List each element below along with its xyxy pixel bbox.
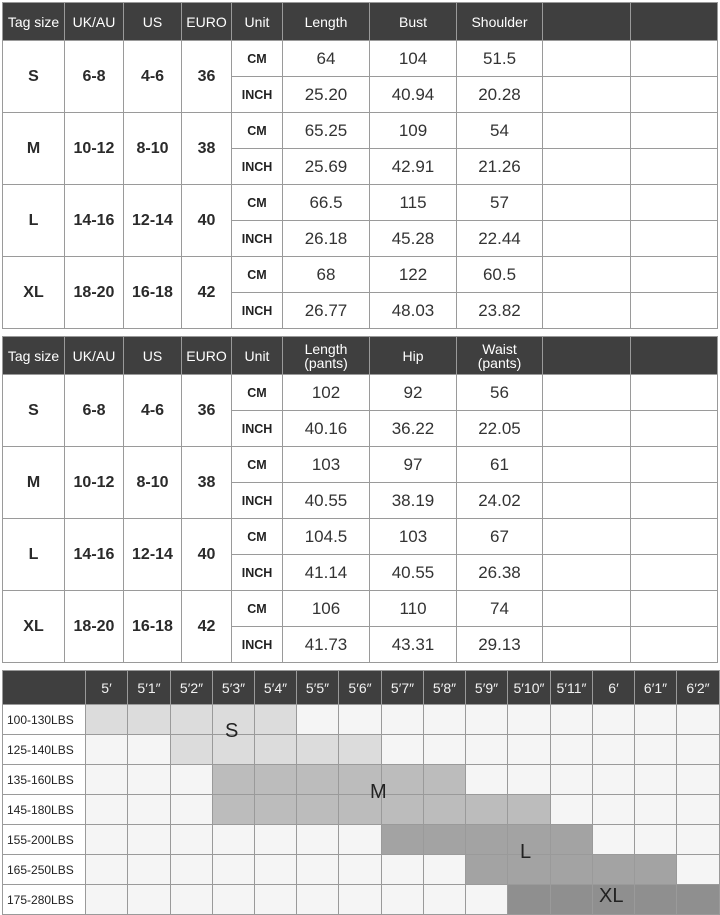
size-zone-cell (508, 735, 551, 765)
header-unit: Unit (232, 3, 283, 41)
length-pants-inch-value: 41.73 (283, 627, 370, 663)
height-header-cell: 5′4″ (255, 671, 297, 705)
length-pants-cm-value: 104.5 (283, 519, 370, 555)
hip-inch-value: 43.31 (370, 627, 457, 663)
top-header-row (3, 3, 718, 41)
header-euro: EURO (182, 3, 232, 41)
empty-cell (543, 185, 631, 221)
empty-cell (543, 221, 631, 257)
length-inch-value: 25.69 (283, 149, 370, 185)
size-zone-cell (213, 885, 255, 915)
size-zone-cell (424, 795, 466, 825)
size-zone-cell (635, 885, 677, 915)
size-zone-cell (297, 885, 339, 915)
size-zone-cell (593, 735, 635, 765)
waist-pants-inch-value: 24.02 (457, 483, 543, 519)
size-zone-cell (551, 795, 593, 825)
size-zone-cell (339, 825, 382, 855)
weight-row (3, 795, 720, 825)
height-header-cell: 5′5″ (297, 671, 339, 705)
header-empty-2 (631, 337, 718, 375)
us-cell: 4-6 (124, 41, 182, 113)
bust-inch-value: 40.94 (370, 77, 457, 113)
zone-label-l: L (520, 841, 532, 863)
uk-au-cell: 6-8 (65, 375, 124, 447)
bottom-size-table (2, 336, 718, 663)
size-row-cm (3, 375, 718, 411)
uk-au-cell: 10-12 (65, 447, 124, 519)
length-pants-cm-value: 103 (283, 447, 370, 483)
empty-cell (543, 483, 631, 519)
uk-au-cell: 18-20 (65, 257, 124, 329)
empty-cell (631, 627, 718, 663)
size-zone-cell (213, 825, 255, 855)
tag-size-cell: S (3, 41, 65, 113)
bust-cm-value: 122 (370, 257, 457, 293)
size-zone-cell (128, 795, 171, 825)
length-inch-value: 26.18 (283, 221, 370, 257)
size-zone-cell (255, 765, 297, 795)
empty-cell (631, 149, 718, 185)
waist-pants-cm-value: 67 (457, 519, 543, 555)
size-zone-cell (551, 765, 593, 795)
size-zone-cell (255, 795, 297, 825)
header-tag-size: Tag size (3, 337, 65, 375)
bottom-header-row (3, 337, 718, 375)
size-zone-cell (424, 855, 466, 885)
size-zone-cell (382, 855, 424, 885)
height-header-cell: 5′10″ (508, 671, 551, 705)
size-zone-cell (128, 855, 171, 885)
hip-inch-value: 36.22 (370, 411, 457, 447)
size-zone-cell (466, 735, 508, 765)
size-zone-cell (128, 735, 171, 765)
size-zone-cell (297, 735, 339, 765)
size-zone-cell (677, 885, 720, 915)
size-zone-cell (255, 825, 297, 855)
size-row-cm (3, 113, 718, 149)
size-zone-cell (297, 795, 339, 825)
header-uk-au: UK/AU (65, 3, 124, 41)
size-zone-cell (86, 705, 128, 735)
bust-cm-value: 104 (370, 41, 457, 77)
size-zone-cell (86, 765, 128, 795)
uk-au-cell: 14-16 (65, 519, 124, 591)
size-row-cm (3, 185, 718, 221)
length-cm-value: 68 (283, 257, 370, 293)
top-size-table (2, 2, 718, 329)
weight-row (3, 855, 720, 885)
bust-inch-value: 48.03 (370, 293, 457, 329)
weight-row (3, 735, 720, 765)
length-inch-value: 26.77 (283, 293, 370, 329)
us-cell: 4-6 (124, 375, 182, 447)
shoulder-inch-value: 20.28 (457, 77, 543, 113)
length-cm-value: 66.5 (283, 185, 370, 221)
waist-pants-cm-value: 56 (457, 375, 543, 411)
empty-cell (631, 591, 718, 627)
size-row-cm (3, 591, 718, 627)
size-zone-cell (297, 705, 339, 735)
size-zone-cell (593, 855, 635, 885)
size-zone-cell (171, 885, 213, 915)
shoulder-inch-value: 21.26 (457, 149, 543, 185)
unit-cm-cell: CM (232, 519, 283, 555)
unit-inch-cell: INCH (232, 555, 283, 591)
unit-inch-cell: INCH (232, 149, 283, 185)
bust-cm-value: 115 (370, 185, 457, 221)
size-zone-cell (466, 795, 508, 825)
size-zone-cell (677, 735, 720, 765)
empty-cell (543, 375, 631, 411)
size-zone-cell (424, 735, 466, 765)
size-row-cm (3, 257, 718, 293)
empty-cell (543, 41, 631, 77)
empty-cell (631, 555, 718, 591)
unit-cm-cell: CM (232, 185, 283, 221)
size-zone-cell (382, 705, 424, 735)
tag-size-cell: XL (3, 591, 65, 663)
euro-cell: 36 (182, 41, 232, 113)
size-zone-cell (255, 885, 297, 915)
height-header-cell: 5′11″ (551, 671, 593, 705)
size-zone-cell (382, 735, 424, 765)
size-zone-cell (382, 885, 424, 915)
hip-inch-value: 38.19 (370, 483, 457, 519)
height-header-cell: 5′8″ (424, 671, 466, 705)
size-zone-cell (551, 825, 593, 855)
weight-label-cell: 175-280LBS (3, 885, 86, 915)
size-zone-cell (466, 885, 508, 915)
euro-cell: 38 (182, 447, 232, 519)
size-zone-cell (424, 885, 466, 915)
unit-inch-cell: INCH (232, 483, 283, 519)
zone-label-m: M (370, 781, 387, 803)
height-weight-size-chart (2, 670, 720, 915)
height-header-cell: 5′2″ (171, 671, 213, 705)
length-pants-inch-value: 40.16 (283, 411, 370, 447)
weight-row (3, 765, 720, 795)
length-pants-cm-value: 106 (283, 591, 370, 627)
empty-cell (543, 555, 631, 591)
tag-size-cell: S (3, 375, 65, 447)
unit-cm-cell: CM (232, 257, 283, 293)
euro-cell: 36 (182, 375, 232, 447)
tag-size-cell: L (3, 519, 65, 591)
size-zone-cell (213, 855, 255, 885)
size-zone-cell (677, 825, 720, 855)
unit-inch-cell: INCH (232, 77, 283, 113)
height-header-cell: 5′6″ (339, 671, 382, 705)
euro-cell: 38 (182, 113, 232, 185)
size-zone-cell (635, 795, 677, 825)
size-zone-cell (213, 765, 255, 795)
length-pants-cm-value: 102 (283, 375, 370, 411)
size-zone-cell (424, 705, 466, 735)
size-zone-cell (593, 705, 635, 735)
empty-cell (631, 519, 718, 555)
size-zone-cell (339, 855, 382, 885)
empty-cell (631, 257, 718, 293)
size-zone-cell (466, 855, 508, 885)
header-bust: Bust (370, 3, 457, 41)
uk-au-cell: 10-12 (65, 113, 124, 185)
bust-inch-value: 42.91 (370, 149, 457, 185)
size-zone-cell (171, 765, 213, 795)
header-us: US (124, 337, 182, 375)
size-zone-cell (297, 765, 339, 795)
uk-au-cell: 18-20 (65, 591, 124, 663)
uk-au-cell: 6-8 (65, 41, 124, 113)
size-zone-cell (171, 705, 213, 735)
empty-cell (631, 293, 718, 329)
us-cell: 8-10 (124, 447, 182, 519)
shoulder-cm-value: 60.5 (457, 257, 543, 293)
size-zone-cell (128, 825, 171, 855)
size-zone-cell (635, 855, 677, 885)
waist-pants-cm-value: 74 (457, 591, 543, 627)
size-zone-cell (593, 795, 635, 825)
length-cm-value: 64 (283, 41, 370, 77)
size-zone-cell (508, 705, 551, 735)
size-zone-cell (551, 855, 593, 885)
empty-cell (631, 185, 718, 221)
empty-cell (543, 149, 631, 185)
size-zone-cell (255, 855, 297, 885)
empty-cell (631, 375, 718, 411)
weight-label-cell: 100-130LBS (3, 705, 86, 735)
size-zone-cell (424, 765, 466, 795)
height-header-cell: 5′7″ (382, 671, 424, 705)
size-zone-cell (508, 765, 551, 795)
height-header-cell: 5′3″ (213, 671, 255, 705)
tag-size-cell: M (3, 447, 65, 519)
height-header-cell: 5′1″ (128, 671, 171, 705)
euro-cell: 40 (182, 185, 232, 257)
height-header-row (3, 671, 720, 705)
hip-cm-value: 92 (370, 375, 457, 411)
size-zone-cell (551, 705, 593, 735)
size-zone-cell (213, 795, 255, 825)
size-zone-cell (171, 735, 213, 765)
unit-cm-cell: CM (232, 591, 283, 627)
size-zone-cell (424, 825, 466, 855)
size-zone-cell (508, 795, 551, 825)
tag-size-cell: L (3, 185, 65, 257)
size-row-cm (3, 519, 718, 555)
shoulder-cm-value: 51.5 (457, 41, 543, 77)
size-zone-cell (128, 705, 171, 735)
size-zone-cell (635, 735, 677, 765)
weight-row (3, 705, 720, 735)
size-zone-cell (551, 735, 593, 765)
shoulder-inch-value: 22.44 (457, 221, 543, 257)
us-cell: 12-14 (124, 185, 182, 257)
size-zone-cell (339, 885, 382, 915)
empty-cell (631, 41, 718, 77)
us-cell: 16-18 (124, 257, 182, 329)
size-zone-cell (86, 735, 128, 765)
weight-label-cell: 145-180LBS (3, 795, 86, 825)
empty-cell (543, 447, 631, 483)
size-zone-cell (635, 705, 677, 735)
unit-inch-cell: INCH (232, 627, 283, 663)
header-hip: Hip (370, 337, 457, 375)
empty-cell (543, 113, 631, 149)
size-zone-cell (171, 855, 213, 885)
empty-cell (543, 591, 631, 627)
size-row-cm (3, 447, 718, 483)
waist-pants-cm-value: 61 (457, 447, 543, 483)
bust-cm-value: 109 (370, 113, 457, 149)
header-tag-size: Tag size (3, 3, 65, 41)
size-zone-cell (86, 795, 128, 825)
unit-cm-cell: CM (232, 375, 283, 411)
empty-cell (543, 77, 631, 113)
tag-size-cell: XL (3, 257, 65, 329)
size-zone-cell (382, 765, 424, 795)
header-uk-au: UK/AU (65, 337, 124, 375)
unit-inch-cell: INCH (232, 221, 283, 257)
chart-corner-cell (3, 671, 86, 705)
shoulder-cm-value: 54 (457, 113, 543, 149)
empty-cell (631, 483, 718, 519)
size-zone-cell (86, 825, 128, 855)
size-zone-cell (171, 795, 213, 825)
weight-label-cell: 165-250LBS (3, 855, 86, 885)
weight-label-cell: 155-200LBS (3, 825, 86, 855)
height-header-cell: 5′ (86, 671, 128, 705)
length-pants-inch-value: 40.55 (283, 483, 370, 519)
size-zone-cell (593, 765, 635, 795)
size-zone-cell (339, 705, 382, 735)
unit-cm-cell: CM (232, 113, 283, 149)
unit-inch-cell: INCH (232, 411, 283, 447)
size-zone-cell (382, 825, 424, 855)
uk-au-cell: 14-16 (65, 185, 124, 257)
us-cell: 16-18 (124, 591, 182, 663)
empty-cell (631, 77, 718, 113)
size-zone-cell (508, 885, 551, 915)
empty-cell (543, 627, 631, 663)
empty-cell (631, 447, 718, 483)
header-us: US (124, 3, 182, 41)
empty-cell (631, 113, 718, 149)
size-zone-cell (297, 855, 339, 885)
size-row-cm (3, 41, 718, 77)
height-header-cell: 5′9″ (466, 671, 508, 705)
empty-cell (543, 257, 631, 293)
euro-cell: 42 (182, 257, 232, 329)
header-length: Length (283, 3, 370, 41)
header-unit: Unit (232, 337, 283, 375)
size-zone-cell (86, 885, 128, 915)
empty-cell (543, 411, 631, 447)
empty-cell (543, 519, 631, 555)
hip-cm-value: 110 (370, 591, 457, 627)
height-header-cell: 6′ (593, 671, 635, 705)
unit-inch-cell: INCH (232, 293, 283, 329)
size-zone-cell (128, 885, 171, 915)
size-zone-cell (466, 705, 508, 735)
euro-cell: 40 (182, 519, 232, 591)
zone-label-s: S (225, 720, 239, 742)
hip-inch-value: 40.55 (370, 555, 457, 591)
size-zone-cell (255, 705, 297, 735)
shoulder-inch-value: 23.82 (457, 293, 543, 329)
hip-cm-value: 97 (370, 447, 457, 483)
size-zone-cell (128, 765, 171, 795)
size-zone-cell (171, 825, 213, 855)
unit-cm-cell: CM (232, 41, 283, 77)
hip-cm-value: 103 (370, 519, 457, 555)
tag-size-cell: M (3, 113, 65, 185)
size-zone-cell (677, 795, 720, 825)
height-header-cell: 6′2″ (677, 671, 720, 705)
size-zone-cell (677, 855, 720, 885)
weight-label-cell: 135-160LBS (3, 765, 86, 795)
shoulder-cm-value: 57 (457, 185, 543, 221)
size-zone-cell (297, 825, 339, 855)
size-zone-cell (635, 825, 677, 855)
size-zone-cell (551, 885, 593, 915)
size-zone-cell (677, 705, 720, 735)
waist-pants-inch-value: 29.13 (457, 627, 543, 663)
size-zone-cell (677, 765, 720, 795)
header-empty-2 (631, 3, 718, 41)
us-cell: 12-14 (124, 519, 182, 591)
zone-label-xl: XL (599, 885, 624, 907)
size-zone-cell (635, 765, 677, 795)
length-inch-value: 25.20 (283, 77, 370, 113)
weight-label-cell: 125-140LBS (3, 735, 86, 765)
size-zone-cell (466, 765, 508, 795)
size-zone-cell (466, 825, 508, 855)
header-empty-1 (543, 337, 631, 375)
size-zone-cell (339, 735, 382, 765)
size-zone-cell (86, 855, 128, 885)
header-euro: EURO (182, 337, 232, 375)
header-waist-pants: Waist (pants) (457, 337, 543, 375)
height-header-cell: 6′1″ (635, 671, 677, 705)
unit-cm-cell: CM (232, 447, 283, 483)
empty-cell (631, 221, 718, 257)
length-pants-inch-value: 41.14 (283, 555, 370, 591)
bust-inch-value: 45.28 (370, 221, 457, 257)
weight-row (3, 825, 720, 855)
waist-pants-inch-value: 22.05 (457, 411, 543, 447)
header-shoulder: Shoulder (457, 3, 543, 41)
empty-cell (631, 411, 718, 447)
length-cm-value: 65.25 (283, 113, 370, 149)
empty-cell (543, 293, 631, 329)
size-zone-cell (593, 825, 635, 855)
size-zone-cell (382, 795, 424, 825)
waist-pants-inch-value: 26.38 (457, 555, 543, 591)
header-length-pants: Length (pants) (283, 337, 370, 375)
euro-cell: 42 (182, 591, 232, 663)
header-empty-1 (543, 3, 631, 41)
us-cell: 8-10 (124, 113, 182, 185)
size-zone-cell (255, 735, 297, 765)
